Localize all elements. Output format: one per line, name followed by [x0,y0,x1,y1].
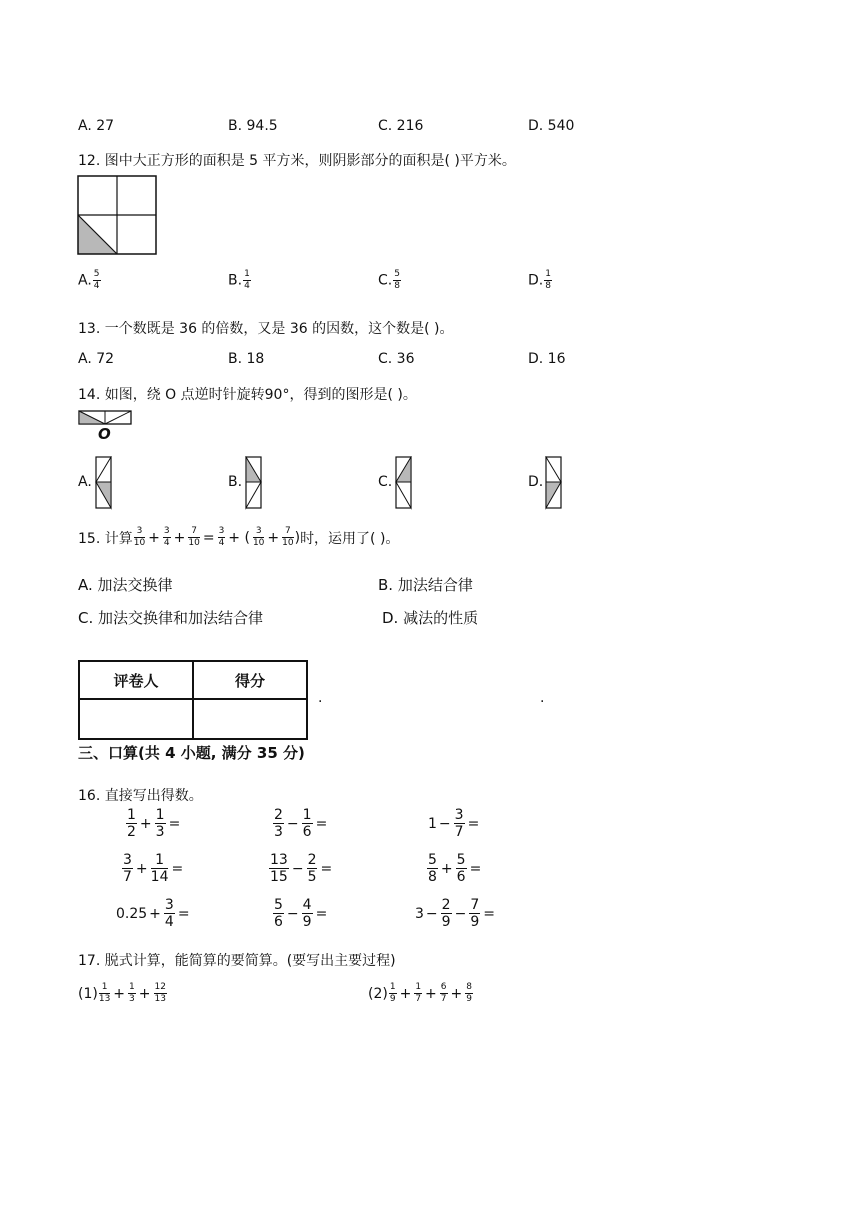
q16-expr-8: $\frac{5}{6}$ − $\frac{4}{9}$ = [274,897,328,930]
score-table [78,660,308,740]
q16-text: 16. 直接写出得数。 [78,788,203,804]
q14-option-c-label: C. [378,474,393,490]
q14-option-b-figure [245,456,263,510]
q16-expr-6: $\frac{5}{8}$ + $\frac{5}{6}$ = [428,852,482,885]
q14-option-d-label: D. [528,474,544,490]
q15-option-d: D. 减法的性质 [382,609,479,627]
q14-option-a-figure [95,456,113,510]
q15-option-a: A. 加法交换律 [78,576,173,594]
q16-expr-4: $\frac{3}{7}$ + $\frac{1}{14}$ = [123,852,184,885]
q16-expr-1: $\frac{1}{2}$ + $\frac{1}{3}$ = [127,807,181,840]
score-table-grader-cell[interactable] [79,699,193,739]
q14-text: 14. 如图，绕 O 点逆时针旋转90°，得到的图形是( )。 [78,387,417,403]
q11-option-c: C. 216 [378,118,424,134]
q15-option-c: C. 加法交换律和加法结合律 [78,609,264,627]
q13-option-d: D. 16 [528,351,566,367]
q11-option-a: A. 27 [78,118,115,134]
q13-text: 13. 一个数既是 36 的倍数，又是 36 的因数，这个数是( )。 [78,321,454,337]
q12-option-c: C. $\frac{5}{8}$ [378,269,400,291]
q15-option-b: B. 加法结合律 [378,576,473,594]
score-table-score-cell[interactable] [193,699,307,739]
q14-option-c-figure [395,456,413,510]
q14-option-a-label: A. [78,474,92,490]
q16-expr-5: $\frac{13}{15}$ − $\frac{2}{5}$ = [270,852,333,885]
q13-option-b: B. 18 [228,351,265,367]
q11-option-b: B. 94.5 [228,118,278,134]
q12-text: 12. 图中大正方形的面积是 5 平方米，则阴影部分的面积是( )平方米。 [78,153,516,169]
q14-original-figure [78,410,134,426]
q12-option-d: D. $\frac{1}{8}$ [528,269,551,291]
q16-expr-2: $\frac{2}{3}$ − $\frac{1}{6}$ = [274,807,328,840]
q14-option-d-figure [545,456,563,510]
q16-expr-9: 3 − $\frac{2}{9}$ − $\frac{7}{9}$ = [415,897,495,930]
score-table-grader-header: 评卷人 [79,661,193,699]
dot-mark-2: . [540,690,545,706]
q17-part-2: (2) $\frac{1}{9}$ + $\frac{1}{7}$ + $\frac{6}{7}$ + $\frac{8}{9}$ [368,982,472,1004]
q11-option-d: D. 540 [528,118,575,134]
q12-option-b: B. $\frac{1}{4}$ [228,269,250,291]
section-3-heading: 三、口算(共 4 小题, 满分 35 分) [78,744,305,762]
q17-text: 17. 脱式计算，能简算的要简算。(要写出主要过程) [78,953,396,969]
score-table-score-header: 得分 [193,661,307,699]
q13-option-a: A. 72 [78,351,115,367]
q15-text: 15. 计算 $\frac{3}{10}$ + $\frac{3}{4}$ + $\frac{7}{10}$ = $\frac{3}{4}$ + ( $\frac{3}{10}$ + $\frac{7}{10}$ ) 时，运用了( )。 [78,526,400,548]
q14-option-b-label: B. [228,474,243,490]
dot-mark-1: . [318,690,323,706]
q12-square-figure [77,175,158,255]
q13-option-c: C. 36 [378,351,415,367]
q14-point-label: O [98,425,111,443]
q16-expr-7: 0.25 + $\frac{3}{4}$ = [116,897,190,930]
q12-option-a: A. $\frac{5}{4}$ [78,269,100,291]
q17-part-1: (1) $\frac{1}{13}$ + $\frac{1}{3}$ + $\frac{12}{13}$ [78,982,166,1004]
q16-expr-3: 1 − $\frac{3}{7}$ = [428,807,480,840]
